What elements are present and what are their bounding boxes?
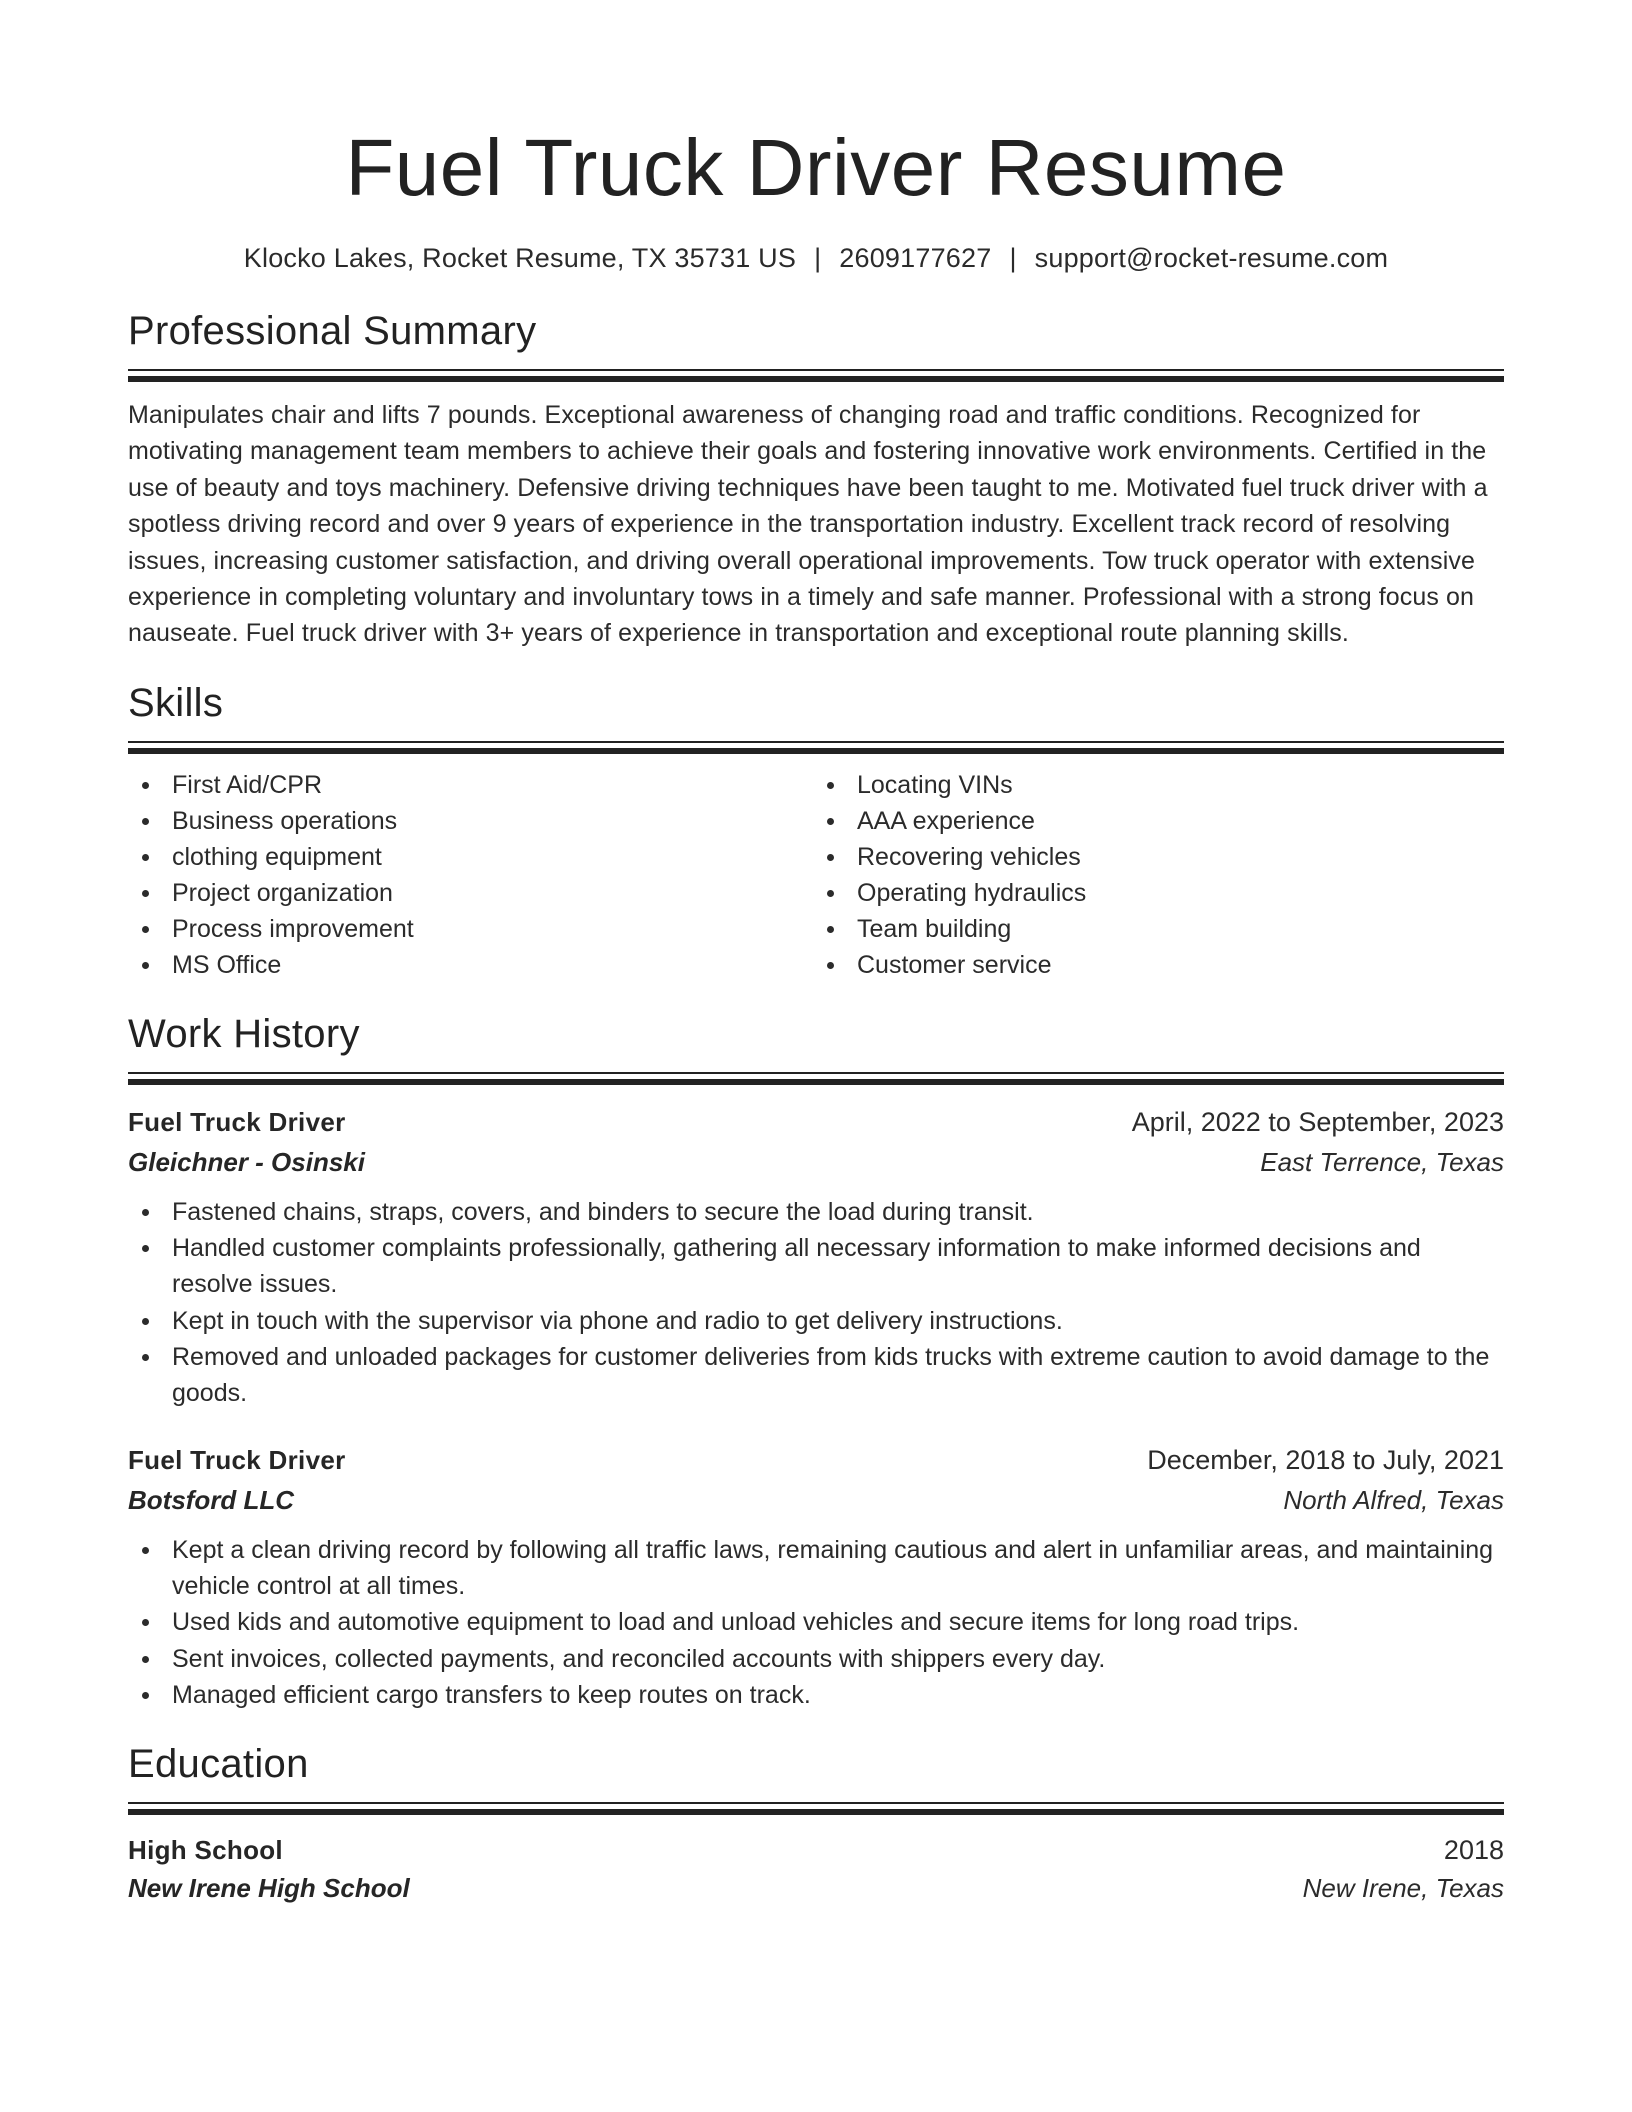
job-subheader bbox=[128, 1142, 1504, 1182]
job-dates: April, 2022 to September, 2023 bbox=[1131, 1106, 1504, 1137]
contact-email: support@rocket-resume.com bbox=[1034, 243, 1389, 273]
skill-item: Locating VINs bbox=[857, 767, 1504, 803]
section-divider bbox=[128, 1072, 1504, 1086]
skills-grid bbox=[128, 767, 1504, 983]
section-divider bbox=[128, 1802, 1504, 1816]
job-bullet: Handled customer complaints professionally, gathering all necessary information to make informed decisions and resolve issues. bbox=[172, 1230, 1504, 1303]
job-entry bbox=[128, 1102, 1504, 1412]
job-company: Gleichner - Osinski bbox=[128, 1146, 365, 1177]
education-location: New Irene, Texas bbox=[1302, 1873, 1504, 1904]
job-title: Fuel Truck Driver bbox=[128, 1444, 346, 1475]
skills-column-right bbox=[819, 767, 1504, 983]
job-dates: December, 2018 to July, 2021 bbox=[1147, 1444, 1504, 1475]
education-heading: Education bbox=[128, 1742, 309, 1787]
education-entry bbox=[128, 1830, 1504, 1908]
section-divider bbox=[128, 369, 1504, 383]
education-degree: High School bbox=[128, 1835, 283, 1866]
job-bullets bbox=[128, 1532, 1504, 1713]
education-year: 2018 bbox=[1443, 1835, 1504, 1866]
job-bullet: Used kids and automotive equipment to load and unload vehicles and secure items for long road trips. bbox=[172, 1604, 1504, 1640]
job-entry bbox=[128, 1440, 1504, 1713]
work-section bbox=[128, 1009, 1504, 1713]
job-subheader bbox=[128, 1480, 1504, 1520]
skill-item: Process improvement bbox=[172, 911, 819, 947]
skills-section bbox=[128, 678, 1504, 983]
skill-item: Project organization bbox=[172, 875, 819, 911]
job-company: Botsford LLC bbox=[128, 1484, 295, 1515]
job-location: North Alfred, Texas bbox=[1283, 1484, 1504, 1515]
education-school: New Irene High School bbox=[128, 1873, 410, 1904]
skills-column-left bbox=[128, 767, 819, 983]
job-bullet: Managed efficient cargo transfers to keep routes on track. bbox=[172, 1677, 1504, 1713]
skill-item: First Aid/CPR bbox=[172, 767, 819, 803]
summary-section bbox=[128, 306, 1504, 652]
contact-phone: 2609177627 bbox=[839, 243, 992, 273]
job-bullet: Removed and unloaded packages for customer deliveries from kids trucks with extreme caution to avoid damage to the goods. bbox=[172, 1339, 1504, 1412]
skill-item: clothing equipment bbox=[172, 839, 819, 875]
skill-item: Team building bbox=[857, 911, 1504, 947]
summary-heading: Professional Summary bbox=[128, 309, 537, 353]
education-section bbox=[128, 1739, 1504, 1908]
job-location: East Terrence, Texas bbox=[1260, 1146, 1504, 1177]
contact-line bbox=[128, 240, 1504, 276]
skill-item: AAA experience bbox=[857, 803, 1504, 839]
education-header bbox=[128, 1830, 1504, 1870]
job-header bbox=[128, 1102, 1504, 1142]
education-subheader bbox=[128, 1868, 1504, 1908]
job-bullet: Kept a clean driving record by following all traffic laws, remaining cautious and alert in unfamiliar areas, and maintaining vehicle control at all times. bbox=[172, 1532, 1504, 1605]
skill-item: Operating hydraulics bbox=[857, 875, 1504, 911]
skill-item: Business operations bbox=[172, 803, 819, 839]
job-bullet: Sent invoices, collected payments, and reconciled accounts with shippers every day. bbox=[172, 1641, 1504, 1677]
resume-title: Fuel Truck Driver Resume bbox=[345, 123, 1287, 212]
job-bullet: Kept in touch with the supervisor via phone and radio to get delivery instructions. bbox=[172, 1303, 1504, 1339]
skill-item: Customer service bbox=[857, 947, 1504, 983]
skill-item: MS Office bbox=[172, 947, 819, 983]
job-bullets bbox=[128, 1194, 1504, 1412]
job-title: Fuel Truck Driver bbox=[128, 1106, 346, 1137]
job-bullet: Fastened chains, straps, covers, and binders to secure the load during transit. bbox=[172, 1194, 1504, 1230]
job-header bbox=[128, 1440, 1504, 1480]
skill-item: Recovering vehicles bbox=[857, 839, 1504, 875]
skills-heading: Skills bbox=[128, 680, 224, 725]
summary-text: Manipulates chair and lifts 7 pounds. Exceptional awareness of changing road and traffic conditions. Recognized for motivating management team members to achieve their goals and fostering innovative work environments. Certified in the use of beauty and toys machinery. Defensive driving techniques have been taught to me. Motivated fuel truck driver with a spotless driving record and over 9 years of experience in the transportation industry. Excellent track record of resolving issues, increasing customer satisfaction, and driving overall operational improvements. Tow truck operator with extensive experience in completing voluntary and involuntary tows in a timely and safe manner. Professional with a strong focus on nauseate. Fuel truck driver with 3+ years of experience in transportation and exceptional route planning skills. bbox=[128, 401, 1488, 648]
work-heading: Work History bbox=[128, 1011, 360, 1056]
contact-separator: | bbox=[1009, 243, 1017, 273]
section-divider bbox=[128, 741, 1504, 755]
contact-separator: | bbox=[814, 243, 822, 273]
contact-address: Klocko Lakes, Rocket Resume, TX 35731 US bbox=[243, 243, 797, 273]
